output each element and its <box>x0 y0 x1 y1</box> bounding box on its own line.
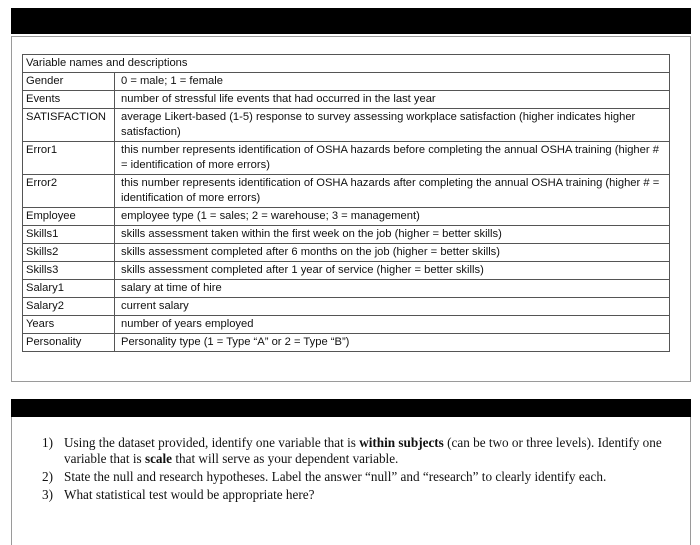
table-row <box>23 226 670 244</box>
question-item <box>42 487 682 503</box>
table-row <box>23 73 670 91</box>
variable-name: Error1 <box>23 142 115 175</box>
variable-name: Skills2 <box>23 244 115 262</box>
variable-description: this number represents identification of OSHA hazards after completing the annual OSHA training (higher # = identification of more errors) <box>115 175 670 208</box>
variable-name: Years <box>23 316 115 334</box>
variable-name: Salary1 <box>23 280 115 298</box>
table-row <box>23 334 670 352</box>
table-row <box>23 175 670 208</box>
table-row <box>23 298 670 316</box>
variable-name: Personality <box>23 334 115 352</box>
table-row <box>23 244 670 262</box>
question-text: State the null and research hypotheses. Label the answer “null” and “research” to clearly identify each. <box>64 469 607 484</box>
question-emphasis: scale <box>144 451 173 466</box>
question-text: Using the dataset provided, identify one variable that is <box>64 435 360 450</box>
questions-panel <box>11 417 691 545</box>
question-text: What statistical test would be appropriate here? <box>64 487 315 502</box>
variable-name: Employee <box>23 208 115 226</box>
variable-description: this number represents identification of OSHA hazards before completing the annual OSHA training (higher # = identification of more errors) <box>115 142 670 175</box>
table-row <box>23 262 670 280</box>
variable-name: Skills3 <box>23 262 115 280</box>
variable-name: Skills1 <box>23 226 115 244</box>
variable-description: skills assessment taken within the first week on the job (higher = better skills) <box>115 226 670 244</box>
table-row <box>23 316 670 334</box>
variable-description: number of years employed <box>115 316 670 334</box>
table-header-row <box>23 55 670 73</box>
variable-description: skills assessment completed after 6 months on the job (higher = better skills) <box>115 244 670 262</box>
top-black-bar <box>11 8 691 34</box>
table-header: Variable names and descriptions <box>23 55 670 73</box>
question-number: 3) <box>42 487 53 502</box>
variable-description: 0 = male; 1 = female <box>115 73 670 91</box>
question-text: (can be two or three levels). Identify one variable that is <box>64 435 662 466</box>
question-number: 1) <box>42 435 53 450</box>
table-row <box>23 280 670 298</box>
variables-table <box>22 54 670 352</box>
variable-name: Salary2 <box>23 298 115 316</box>
variable-description: current salary <box>115 298 670 316</box>
variable-name: Gender <box>23 73 115 91</box>
variable-description: skills assessment completed after 1 year of service (higher = better skills) <box>115 262 670 280</box>
table-row <box>23 208 670 226</box>
question-number: 2) <box>42 469 53 484</box>
question-item <box>42 469 682 485</box>
question-text: that will serve as your dependent variable. <box>172 451 399 466</box>
variable-description: salary at time of hire <box>115 280 670 298</box>
variables-panel <box>11 36 691 382</box>
question-emphasis: within subjects <box>359 435 444 450</box>
question-item <box>42 435 682 467</box>
table-row <box>23 91 670 109</box>
variable-description: employee type (1 = sales; 2 = warehouse; 3 = management) <box>115 208 670 226</box>
table-row <box>23 109 670 142</box>
table-row <box>23 142 670 175</box>
variable-name: SATISFACTION <box>23 109 115 142</box>
variable-description: Personality type (1 = Type “A” or 2 = Type “B”) <box>115 334 670 352</box>
variable-description: number of stressful life events that had occurred in the last year <box>115 91 670 109</box>
questions-list <box>42 435 682 505</box>
variable-name: Events <box>23 91 115 109</box>
section-black-bar <box>11 399 691 417</box>
variable-description: average Likert-based (1-5) response to survey assessing workplace satisfaction (higher indicates higher satisfaction) <box>115 109 670 142</box>
variable-name: Error2 <box>23 175 115 208</box>
